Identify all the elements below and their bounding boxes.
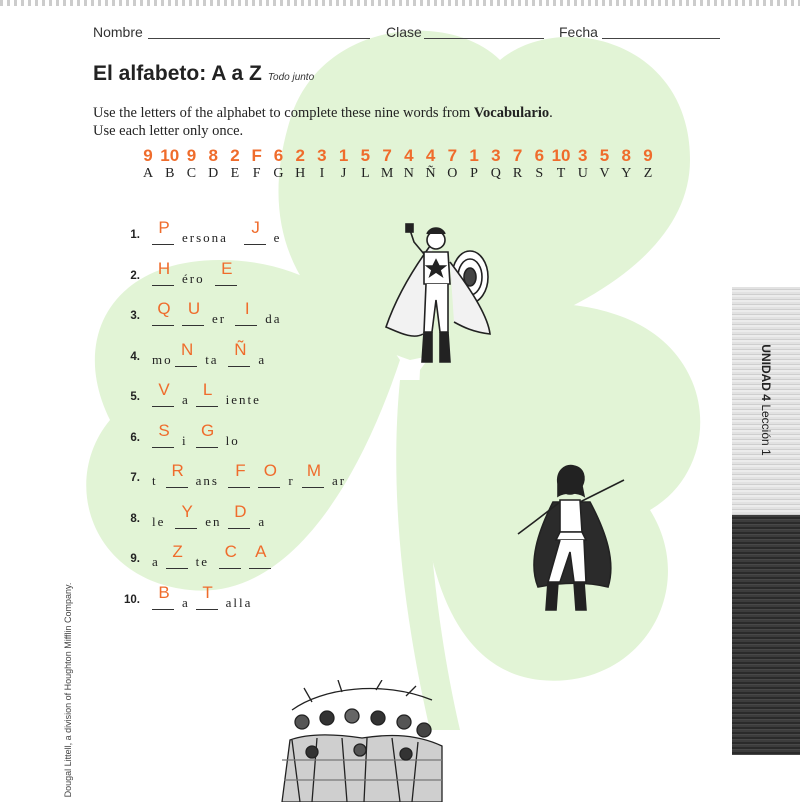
clase-label: Clase — [386, 24, 422, 40]
answer-blank[interactable] — [196, 609, 218, 610]
exercise-number: 7. — [130, 472, 140, 484]
alphabet-letter-18: S — [535, 166, 544, 181]
alphabet-letter-13: Ñ — [425, 166, 436, 181]
answer-blank[interactable] — [152, 406, 174, 407]
answer-letter: N — [181, 339, 194, 359]
answer-blank[interactable] — [152, 609, 174, 610]
answer-blank[interactable] — [215, 285, 237, 286]
fecha-line — [602, 38, 720, 39]
answer-blank[interactable] — [196, 406, 218, 407]
answer-blank[interactable] — [235, 325, 257, 326]
alphabet-mark-22: 8 — [621, 146, 631, 165]
answer-letter: R — [171, 461, 184, 480]
word-fragment: a — [258, 513, 267, 529]
answer-letter: P — [158, 218, 170, 237]
alphabet-strip — [138, 146, 658, 186]
answer-letter: T — [202, 582, 213, 602]
alphabet-mark-20: 3 — [578, 146, 588, 165]
chapter-tab-dark — [732, 515, 800, 755]
answer-letter: G — [200, 420, 215, 440]
alphabet-letter-14: O — [447, 166, 458, 181]
word-fragment: mo — [152, 351, 173, 367]
answer-letter: E — [221, 258, 233, 278]
alphabet-letter-19: T — [556, 166, 566, 181]
word-fragment: te — [195, 554, 209, 569]
word-fragment: en — [205, 513, 222, 529]
alphabet-mark-19: 10 — [551, 146, 571, 165]
answer-letter: M — [306, 461, 322, 480]
answer-blank[interactable] — [228, 528, 250, 529]
page-title — [93, 62, 314, 86]
word-fragment: i — [182, 432, 188, 448]
battle-crowd-illustration — [272, 680, 452, 802]
exercise-number: 2. — [130, 269, 140, 282]
alphabet-mark-2: 9 — [186, 146, 197, 165]
alphabet-mark-16: 3 — [491, 146, 501, 165]
word-fragment: éro — [182, 270, 205, 286]
alphabet-letter-6: G — [273, 166, 284, 181]
answer-letter: H — [157, 258, 171, 278]
exercise-row — [0, 382, 720, 410]
alphabet-mark-8: 3 — [317, 146, 327, 165]
exercise-number: 6. — [130, 431, 140, 444]
alphabet-letter-5: F — [252, 166, 261, 181]
word-fragment: e — [273, 230, 282, 245]
alphabet-letter-7: H — [295, 166, 306, 181]
alphabet-mark-18: 6 — [534, 146, 545, 165]
answer-blank[interactable] — [166, 487, 188, 488]
exercise-number: 8. — [130, 512, 140, 525]
word-fragment: da — [265, 311, 282, 326]
answer-blank[interactable] — [196, 447, 218, 448]
instructions-line2: Use each letter only once. — [93, 123, 244, 139]
answer-blank[interactable] — [249, 568, 271, 569]
word-fragment: alla — [225, 594, 253, 610]
alphabet-mark-9: 1 — [338, 146, 349, 165]
answer-letter: B — [158, 582, 170, 602]
instructions-line1-start: Use the letters of the alphabet to complete these nine words from — [93, 105, 474, 121]
answer-blank[interactable] — [228, 366, 250, 367]
answer-blank[interactable] — [182, 325, 204, 326]
alphabet-letter-17: R — [512, 166, 523, 181]
answer-blank[interactable] — [228, 487, 250, 488]
answer-blank[interactable] — [175, 366, 197, 367]
word-fragment: le — [152, 513, 166, 529]
answer-blank[interactable] — [244, 244, 266, 245]
alphabet-mark-7: 2 — [295, 146, 305, 165]
answer-letter: V — [158, 380, 170, 399]
alphabet-mark-17: 7 — [512, 146, 523, 165]
answer-blank[interactable] — [219, 568, 241, 569]
alphabet-mark-1: 10 — [160, 146, 180, 165]
answer-letter: Z — [172, 542, 183, 561]
unit-label: UNIDAD 4 — [759, 344, 773, 401]
alphabet-letter-20: U — [577, 166, 588, 181]
answer-blank[interactable] — [152, 285, 174, 286]
clase-line — [424, 38, 544, 39]
answer-letter: D — [234, 501, 247, 521]
exercise-number: 10. — [124, 593, 140, 606]
alphabet-mark-5: F — [251, 146, 262, 165]
answer-letter: L — [202, 380, 213, 399]
alphabet-mark-12: 4 — [404, 146, 414, 165]
alphabet-letter-21: V — [599, 166, 610, 181]
alphabet-mark-14: 7 — [447, 146, 458, 165]
word-fragment: a — [182, 392, 190, 407]
nombre-label: Nombre — [93, 24, 143, 40]
alphabet-mark-15: 1 — [469, 146, 479, 165]
alphabet-letter-22: Y — [621, 166, 632, 181]
alphabet-letter-16: Q — [490, 166, 501, 181]
word-fragment: ta — [205, 351, 219, 367]
alphabet-letter-8: I — [319, 166, 325, 181]
fecha-label: Fecha — [559, 24, 598, 40]
answer-blank[interactable] — [302, 487, 324, 488]
answer-blank[interactable] — [152, 447, 174, 448]
alphabet-letter-11: M — [380, 166, 394, 181]
alphabet-letter-23: Z — [643, 166, 653, 181]
alphabet-letter-2: C — [186, 166, 197, 181]
word-fragment: lo — [225, 432, 240, 448]
alphabet-mark-4: 2 — [230, 146, 240, 165]
alphabet-letter-15: P — [470, 166, 478, 181]
alphabet-letter-1: B — [165, 166, 175, 181]
instructions — [93, 104, 653, 140]
instructions-vocabulario: Vocabulario — [473, 105, 550, 121]
answer-letter: I — [244, 299, 250, 318]
answer-blank[interactable] — [152, 244, 174, 245]
answer-letter: J — [251, 218, 260, 237]
alphabet-letter-9: J — [340, 166, 347, 181]
alphabet-mark-23: 9 — [643, 146, 653, 165]
answer-letter: S — [158, 420, 170, 440]
alphabet-mark-10: 5 — [360, 146, 371, 165]
chapter-tab-label — [759, 344, 773, 455]
answer-blank[interactable] — [166, 568, 188, 569]
word-fragment: er — [212, 311, 227, 326]
word-fragment: ans — [195, 473, 219, 488]
alphabet-mark-11: 7 — [382, 146, 392, 165]
answer-letter: Y — [181, 501, 193, 521]
answer-letter: A — [255, 542, 267, 561]
answer-blank[interactable] — [258, 487, 280, 488]
answer-letter: Q — [157, 299, 171, 318]
exercise-row — [0, 420, 720, 451]
exercise-row — [0, 220, 720, 248]
exercise-row — [0, 258, 720, 289]
exercise-number: 3. — [130, 310, 140, 322]
word-fragment: iente — [225, 392, 261, 407]
alphabet-mark-13: 4 — [425, 146, 436, 165]
exercise-number: 1. — [130, 229, 140, 241]
alphabet-letter-4: E — [230, 166, 240, 181]
word-fragment: a — [152, 554, 160, 569]
word-fragment: t — [152, 473, 158, 488]
title-main: El alfabeto: A a Z — [93, 62, 262, 85]
lesson-label: Lección 1 — [759, 404, 773, 456]
word-fragment: r — [288, 473, 295, 488]
answer-letter: Ñ — [234, 339, 247, 359]
alphabet-letter-3: D — [208, 166, 219, 181]
word-fragment: ersona — [182, 230, 228, 245]
exercise-number: 9. — [130, 553, 140, 565]
exercise-row — [0, 301, 720, 329]
alphabet-mark-6: 6 — [273, 146, 284, 165]
word-fragment: a — [258, 351, 267, 367]
answer-letter: O — [263, 461, 277, 480]
alphabet-mark-21: 5 — [599, 146, 610, 165]
superhero-boy-illustration — [378, 222, 498, 372]
title-subtitle: Todo junto — [267, 72, 315, 83]
alphabet-mark-3: 8 — [208, 146, 218, 165]
copyright-notice: Dougal Littell, a division of Houghton Mifflin Company. — [63, 582, 73, 798]
top-scan-edge — [0, 0, 800, 6]
alphabet-mark-0: 9 — [143, 146, 153, 165]
nombre-line — [148, 38, 370, 39]
exercise-number: 5. — [130, 391, 140, 403]
alphabet-letter-0: A — [142, 166, 154, 181]
alphabet-letter-10: L — [361, 166, 370, 181]
answer-blank[interactable] — [152, 325, 174, 326]
answer-letter: F — [235, 461, 246, 480]
alphabet-letter-12: N — [403, 166, 414, 181]
superhero-girl-illustration — [508, 462, 638, 617]
answer-letter: U — [187, 299, 201, 318]
exercise-number: 4. — [130, 350, 140, 363]
exercise-row — [0, 339, 720, 370]
word-fragment: ar — [332, 473, 347, 488]
instructions-line1-end: . — [549, 105, 553, 121]
answer-letter: C — [224, 542, 237, 561]
word-fragment: a — [182, 594, 190, 610]
answer-blank[interactable] — [175, 528, 197, 529]
